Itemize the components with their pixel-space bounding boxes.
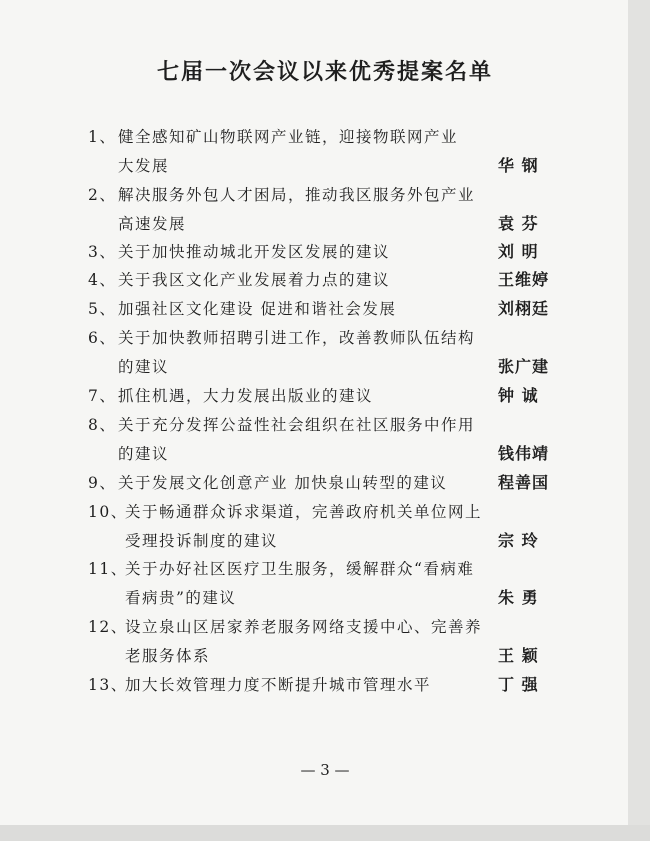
item-number: 13、 bbox=[88, 676, 128, 694]
item-number: 6、 bbox=[88, 329, 117, 347]
item-title-line1: 加大长效管理力度不断提升城市管理水平 bbox=[125, 676, 432, 694]
item-title-line1: 关于加快教师招聘引进工作，改善教师队伍结构 bbox=[118, 329, 476, 347]
item-title-line1: 设立泉山区居家养老服务网络支援中心、完善养 bbox=[125, 618, 483, 636]
item-author: 丁 强 bbox=[498, 675, 539, 694]
item-title-line1: 关于发展文化创意产业 加快泉山转型的建议 bbox=[118, 474, 448, 492]
item-number: 4、 bbox=[88, 271, 117, 289]
item-author: 宗 玲 bbox=[498, 531, 539, 550]
item-author: 刘栩廷 bbox=[498, 299, 550, 318]
item-author: 朱 勇 bbox=[498, 588, 539, 607]
item-number: 11、 bbox=[88, 560, 128, 578]
item-title-line1: 健全感知矿山物联网产业链，迎接物联网产业 bbox=[118, 128, 459, 146]
item-author: 张广建 bbox=[498, 357, 550, 376]
item-author: 程善国 bbox=[498, 473, 550, 492]
scan-edge-bottom bbox=[0, 825, 650, 841]
item-author: 钱伟靖 bbox=[498, 444, 550, 463]
item-author: 袁 芬 bbox=[498, 214, 539, 233]
item-number: 8、 bbox=[88, 416, 117, 434]
item-title-line2: 大发展 bbox=[118, 157, 170, 175]
page-number: — 3 — bbox=[300, 761, 350, 779]
item-author: 钟 诚 bbox=[498, 386, 539, 405]
item-number: 5、 bbox=[88, 300, 117, 318]
item-title-line2: 老服务体系 bbox=[125, 647, 211, 665]
item-number: 9、 bbox=[88, 474, 117, 492]
item-number: 3、 bbox=[88, 243, 117, 261]
item-title-line1: 抓住机遇，大力发展出版业的建议 bbox=[118, 387, 374, 405]
item-number: 7、 bbox=[88, 387, 117, 405]
item-title-line1: 关于加快推动城北开发区发展的建议 bbox=[118, 243, 391, 261]
item-title-line2: 看病贵”的建议 bbox=[125, 589, 237, 607]
item-number: 12、 bbox=[88, 618, 128, 636]
item-title-line1: 解决服务外包人才困局，推动我区服务外包产业 bbox=[118, 186, 476, 204]
item-title-line2: 受理投诉制度的建议 bbox=[125, 532, 279, 550]
item-author: 王维婷 bbox=[498, 270, 550, 289]
item-author: 华 钢 bbox=[498, 156, 539, 175]
item-number: 1、 bbox=[88, 128, 117, 146]
item-author: 王 颖 bbox=[498, 646, 539, 665]
item-author: 刘 明 bbox=[498, 242, 539, 261]
item-title-line1: 加强社区文化建设 促进和谐社会发展 bbox=[118, 300, 397, 318]
item-title-line2: 的建议 bbox=[118, 445, 170, 463]
page-title: 七届一次会议以来优秀提案名单 bbox=[156, 60, 493, 85]
item-title-line2: 的建议 bbox=[118, 358, 170, 376]
item-number: 10、 bbox=[88, 503, 128, 521]
scan-edge-right bbox=[628, 0, 650, 841]
item-title-line1: 关于我区文化产业发展着力点的建议 bbox=[118, 271, 391, 289]
item-title-line1: 关于充分发挥公益性社会组织在社区服务中作用 bbox=[118, 416, 476, 434]
item-title-line2: 高速发展 bbox=[118, 215, 187, 233]
item-title-line1: 关于畅通群众诉求渠道，完善政府机关单位网上 bbox=[125, 503, 483, 521]
item-number: 2、 bbox=[88, 186, 117, 204]
item-title-line1: 关于办好社区医疗卫生服务，缓解群众“看病难 bbox=[125, 560, 475, 578]
